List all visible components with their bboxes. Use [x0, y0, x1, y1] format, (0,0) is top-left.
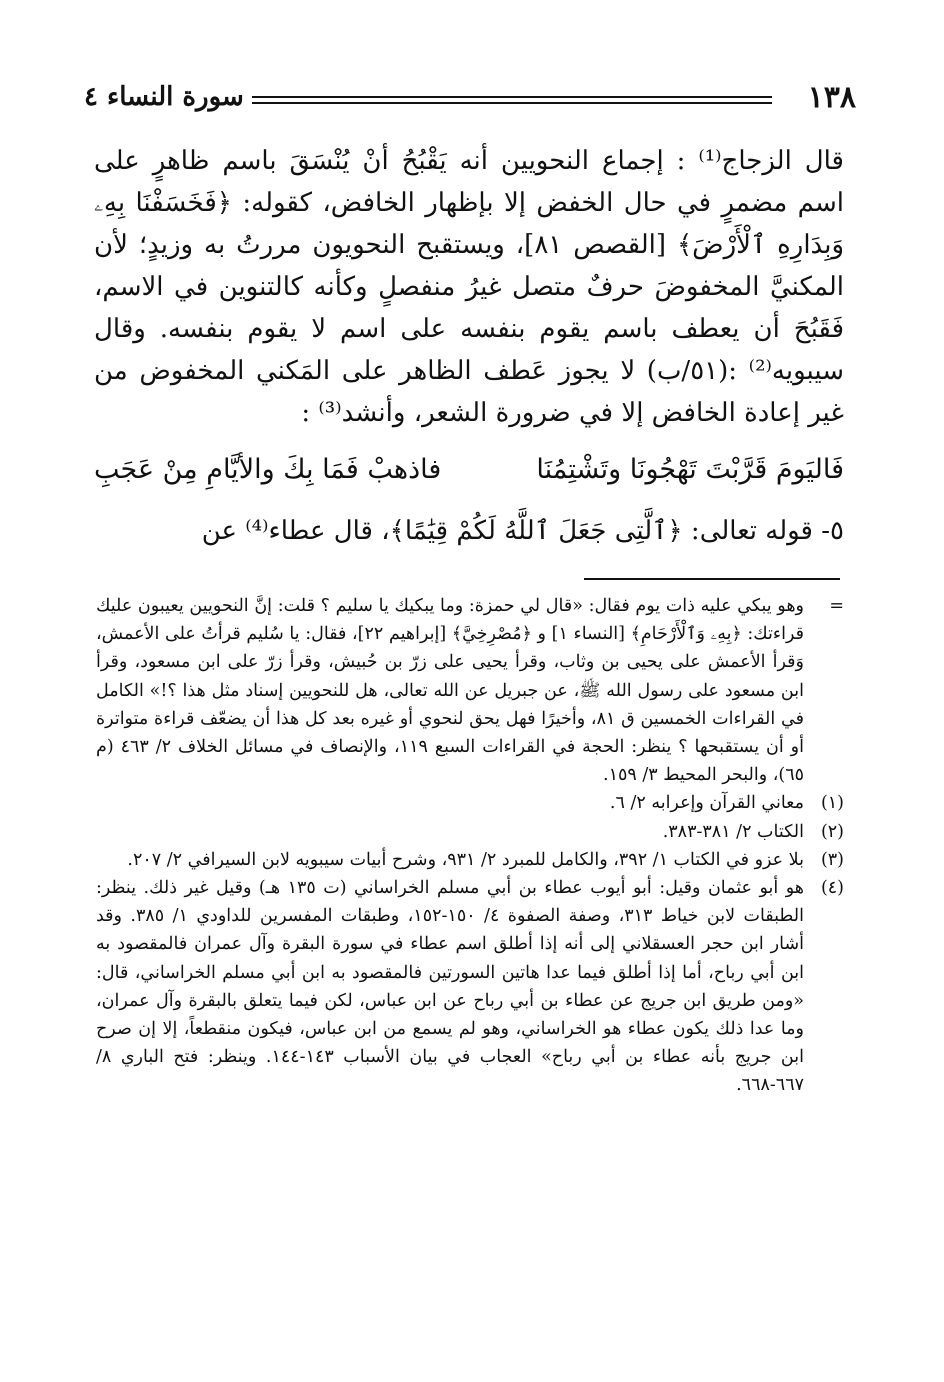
footnote-marker: (٣)	[820, 849, 844, 870]
footnote-marker: (٤)	[820, 878, 844, 899]
footnote-text: هو أبو عثمان وقيل: أبو أيوب عطاء بن أبي مسلم الخراساني (ت ١٣٥ هـ) وقيل غير ذلك. ينظر: الطبقات لابن خياط ٣١٣، وصفة الصفوة ٤/ ١٥٠-١٥٢، وطبقات المفسرين للداودي ١/ ٣٨٥. وقد أشار ابن حجر العسقلاني إلى أنه إذا أطلق اسم عطاء في سورة البقرة وآل عمران فالمقصود به ابن أبي رباح، أما إذا أطلق فيما عدا هاتين السورتين فالمقصود به ابن أبي مسلم الخراساني، قال: «ومن طريق ابن جريج عن عطاء بن أبي رباح عن ابن عباس، لكن فيما يتعلق بالبقرة وآل عمران، وما عدا ذلك يكون عطاء هو الخراساني، وهو لم يسمع من ابن عباس، فيكون منقطعاً، إلا إن صرح ابن جريج بأنه عطاء بن أبي رباح» العجاب في بيان الأسباب ١٤٣-١٤٤. وينظر: فتح الباري ٨/ ٦٦٧-٦٦٨.	[96, 878, 804, 1096]
footnote-1	[96, 789, 844, 817]
footnote-text: وهو يبكي عليه ذات يوم فقال: «قال لي حمزة: وما يبكيك يا سليم ؟ قلت: إنَّ النحويين يعيبون عليك قراءتك: ﴿بِهِۦ وَٱلْأَرْحَامِ﴾ [النساء ١] و ﴿مُصْرِخِيَّ﴾ [إبراهيم ٢٢]، فقال: يا سُليم قرأتُ على الأعمش، وَقرأ الأعمش على يحيى بن وثاب، وقرأ يحيى على زرّ بن حُبيش، وقرأ زرّ على ابن مسعود، وقرأ ابن مسعود على رسول الله ﷺ، عن جبريل عن الله تعالى، هل للنحويين إسناد مثل هذا ؟!» الكامل في القراءات الخمسين ق ٨١، وأخيرًا فهل يحق لنحوي أو غيره بعد كل هذا أن يضعّف قراءة متواترة أو أن يستقبحها ؟ ينظر: الحجة في القراءات السبع ١١٩، والإنصاف في مسائل الخلاف ٢/ ٤٦٣ (م ٦٥)، والبحر المحيط ٣/ ١٥٩.	[96, 596, 805, 786]
footnote-2	[96, 818, 844, 846]
header-rule-bottom	[252, 102, 772, 104]
footnote-text: الكتاب ٢/ ٣٨١-٣٨٣.	[662, 821, 804, 842]
surah-title: سورة النساء ٤	[84, 82, 244, 112]
main-paragraph-text: قال الزجاج⁽¹⁾ : إجماع النحويين أنه يَقْبُحُ أنْ يُنْسَقَ باسم ظاهرٍ على اسم مضمرٍ في حال الخفض إلا بإظهار الخافض، كقوله: ﴿فَخَسَفْنَا بِهِۦ وَبِدَارِهِ ٱلْأَرْضَ﴾ [القصص ٨١]، ويستقبح النحويون مررتُ به وزيدٍ؛ لأن المكنيَّ المخفوضَ حرفٌ متصل غيرُ منفصلٍ وكأنه كالتنوين في الاسم، فَقَبُحَ أن يعطف باسم يقوم بنفسه على اسم لا يقوم بنفسه. وقال سيبويه⁽²⁾ :(٥١/ب) لا يجوز عَطف الظاهر على المَكني المخفوض من غير إعادة الخافض إلا في ضرورة الشعر، وأنشد⁽³⁾ :	[94, 146, 845, 428]
commentary-item-5: ٥- قوله تعالى: ﴿ٱلَّتِى جَعَلَ ٱللَّهُ لَكُمْ قِيَٰمًا﴾، قال عطاء⁽⁴⁾ عن	[201, 516, 844, 546]
main-paragraph	[94, 140, 844, 434]
footnote-marker: (٢)	[820, 821, 844, 842]
poetry-first-hemistich: فَاليَومَ قَرَّبْتَ تَهْجُونَا وتَشْتِمُنَا	[536, 454, 844, 485]
footnotes-section	[96, 592, 844, 1100]
header-rule-top	[252, 96, 772, 98]
footnote-separator	[584, 578, 840, 580]
footnote-marker: =	[829, 596, 844, 616]
page-header	[84, 78, 856, 122]
footnote-text: معاني القرآن وإعرابه ٢/ ٦.	[609, 793, 804, 814]
footnote-marker: (١)	[820, 793, 844, 814]
footnote-text: بلا عزو في الكتاب ١/ ٣٩٢، والكامل للمبرد ٢/ ٩٣١، وشرح أبيات سيبويه لابن السيرافي ٢/ ٢٠٧.	[127, 849, 804, 870]
poetry-second-hemistich: فاذهبْ فَمَا بِكَ والأيَّامِ مِنْ عَجَبِ	[94, 454, 442, 485]
page-number: ١٣٨	[807, 80, 856, 115]
poetry-verse	[94, 450, 844, 496]
footnote-continued	[96, 592, 844, 789]
footnote-4	[96, 874, 844, 1100]
footnote-3	[96, 846, 844, 874]
